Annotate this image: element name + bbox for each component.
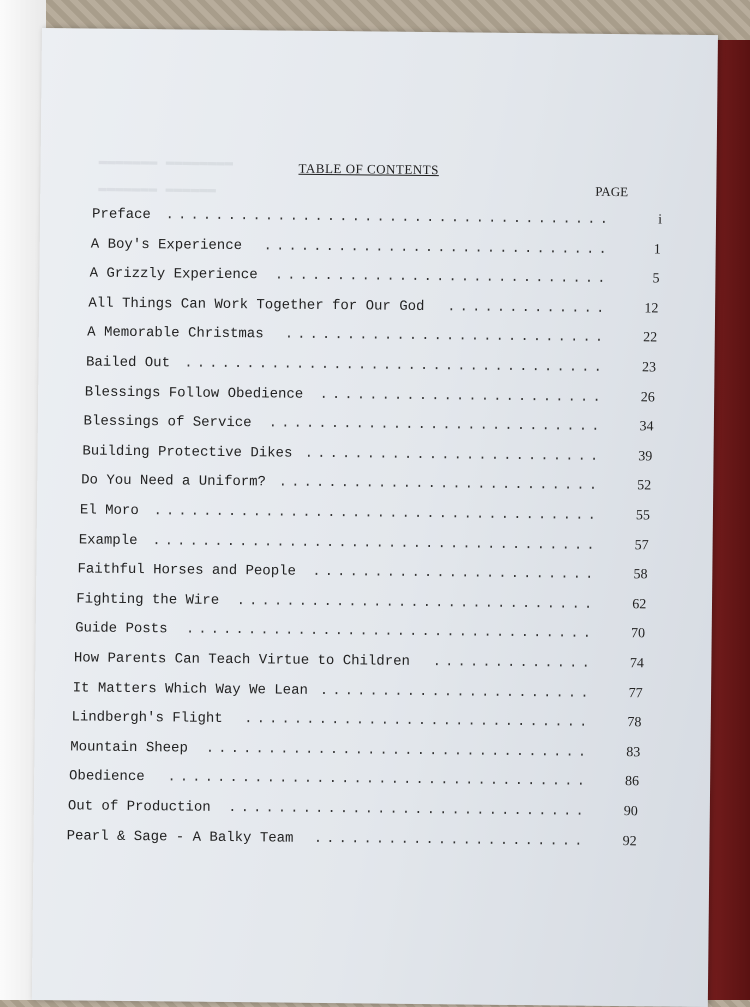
- bleed-through-text: ▬▬▬▬▬▬▬ ▬▬▬▬▬▬▬▬: [98, 153, 234, 172]
- toc-entry-title: Blessings Follow Obedience: [84, 384, 304, 403]
- toc-entry-page: i: [658, 212, 663, 228]
- page-title: TABLE OF CONTENTS: [298, 160, 439, 178]
- toc-entry-title: Fighting the Wire: [76, 591, 220, 609]
- page-column-header: PAGE: [595, 183, 629, 200]
- toc-leader-dots: ....................................: [152, 532, 599, 554]
- toc-entry-title: It Matters Which Way We Lean: [72, 679, 309, 699]
- toc-leader-dots: ..................................: [167, 769, 590, 791]
- toc-entry: [81, 473, 651, 499]
- toc-entry-title: Pearl & Sage - A Balky Team: [66, 827, 294, 847]
- toc-leader-dots: ....................................: [165, 207, 613, 228]
- toc-entry: [75, 621, 645, 647]
- toc-entry-page: 39: [638, 449, 653, 465]
- toc-entry-page: 74: [629, 656, 644, 672]
- toc-entry-title: Bailed Out: [85, 354, 171, 372]
- toc-leader-dots: ...........................: [268, 415, 604, 436]
- toc-entry-page: 62: [632, 597, 647, 613]
- toc-leader-dots: .......................: [319, 386, 605, 406]
- toc-entry: [86, 354, 656, 380]
- toc-entry-page: 12: [644, 301, 659, 317]
- toc-entry-page: 34: [639, 419, 654, 435]
- toc-entry-title: Obedience: [68, 768, 145, 786]
- toc-list: [32, 28, 718, 1007]
- toc-entry-page: 52: [637, 478, 652, 494]
- toc-leader-dots: ..........................: [278, 474, 602, 495]
- toc-entry-page: 26: [640, 389, 655, 406]
- toc-leader-dots: .............................: [236, 592, 597, 613]
- toc-leader-dots: ............................: [244, 711, 592, 731]
- toc-leader-dots: .................................: [185, 621, 596, 643]
- toc-entry: [91, 236, 661, 262]
- toc-leader-dots: ....................................: [153, 503, 601, 524]
- toc-entry: [71, 710, 641, 736]
- toc-entry-page: 92: [622, 833, 637, 849]
- toc-entry-page: 77: [628, 685, 643, 701]
- toc-entry-page: 86: [624, 774, 640, 790]
- toc-entry: [87, 325, 657, 351]
- toc-entry: [77, 562, 647, 588]
- toc-entry: [80, 502, 650, 528]
- toc-leader-dots: ........................: [304, 445, 603, 465]
- toc-leader-dots: .............................: [228, 799, 588, 820]
- toc-page: [32, 28, 718, 1007]
- toc-entry-page: 58: [633, 567, 648, 583]
- toc-entry-page: 22: [643, 330, 658, 346]
- toc-entry: [74, 650, 644, 676]
- toc-entry: [82, 443, 652, 469]
- toc-leader-dots: ...............................: [205, 740, 591, 761]
- toc-entry-page: 1: [653, 242, 661, 258]
- toc-entry-title: Faithful Horses and People: [77, 561, 297, 580]
- toc-entry: [69, 769, 639, 795]
- toc-entry: [79, 532, 649, 558]
- toc-leader-dots: .............: [432, 654, 594, 672]
- toc-entry: [89, 266, 659, 292]
- toc-entry-page: 23: [641, 360, 657, 376]
- toc-entry-title: A Grizzly Experience: [89, 265, 258, 284]
- toc-entry: [68, 798, 638, 824]
- toc-entry-title: Out of Production: [67, 798, 211, 816]
- toc-entry-title: A Boy's Experience: [90, 236, 243, 254]
- toc-entry-title: How Parents Can Teach Virtue to Children: [73, 650, 411, 670]
- toc-leader-dots: .......................: [312, 564, 598, 584]
- toc-entry-page: 57: [634, 537, 649, 553]
- toc-entry-title: Example: [78, 532, 138, 549]
- toc-leader-dots: ..........................: [284, 326, 608, 347]
- toc-entry-page: 55: [635, 508, 651, 524]
- toc-entry-title: Do You Need a Uniform?: [81, 472, 267, 491]
- toc-leader-dots: ...........................: [274, 267, 610, 288]
- toc-entry-title: El Moro: [79, 502, 139, 520]
- toc-entry: [73, 680, 643, 706]
- toc-entry-title: Blessings of Service: [83, 413, 252, 432]
- toc-leader-dots: ..................................: [184, 355, 607, 376]
- toc-entry-title: Mountain Sheep: [70, 739, 188, 757]
- toc-entry-title: Building Protective Dikes: [82, 443, 293, 462]
- toc-entry: [88, 295, 658, 321]
- toc-leader-dots: .............: [447, 299, 609, 317]
- toc-entry: [70, 739, 640, 765]
- toc-leader-dots: ......................: [313, 830, 587, 850]
- toc-leader-dots: ......................: [319, 682, 593, 702]
- toc-entry: [83, 414, 653, 440]
- toc-entry-title: All Things Can Work Together for Our God: [88, 295, 425, 315]
- toc-entry-title: Guide Posts: [75, 620, 168, 638]
- toc-entry-page: 78: [627, 715, 642, 731]
- toc-entry: [76, 591, 646, 617]
- toc-entry: [85, 384, 655, 410]
- toc-entry-title: Preface: [91, 206, 151, 224]
- toc-entry-page: 70: [630, 626, 646, 642]
- bleed-through-text: ▬▬▬▬▬▬▬ ▬▬▬▬▬▬: [98, 180, 217, 198]
- toc-entry-title: A Memorable Christmas: [87, 324, 264, 343]
- toc-entry-title: Lindbergh's Flight: [71, 709, 223, 728]
- toc-entry: [92, 207, 662, 233]
- toc-entry-page: 90: [623, 804, 638, 820]
- toc-entry-page: 83: [626, 744, 641, 761]
- toc-entry-page: 5: [652, 271, 660, 287]
- toc-entry: [67, 828, 637, 854]
- toc-leader-dots: ............................: [263, 237, 611, 258]
